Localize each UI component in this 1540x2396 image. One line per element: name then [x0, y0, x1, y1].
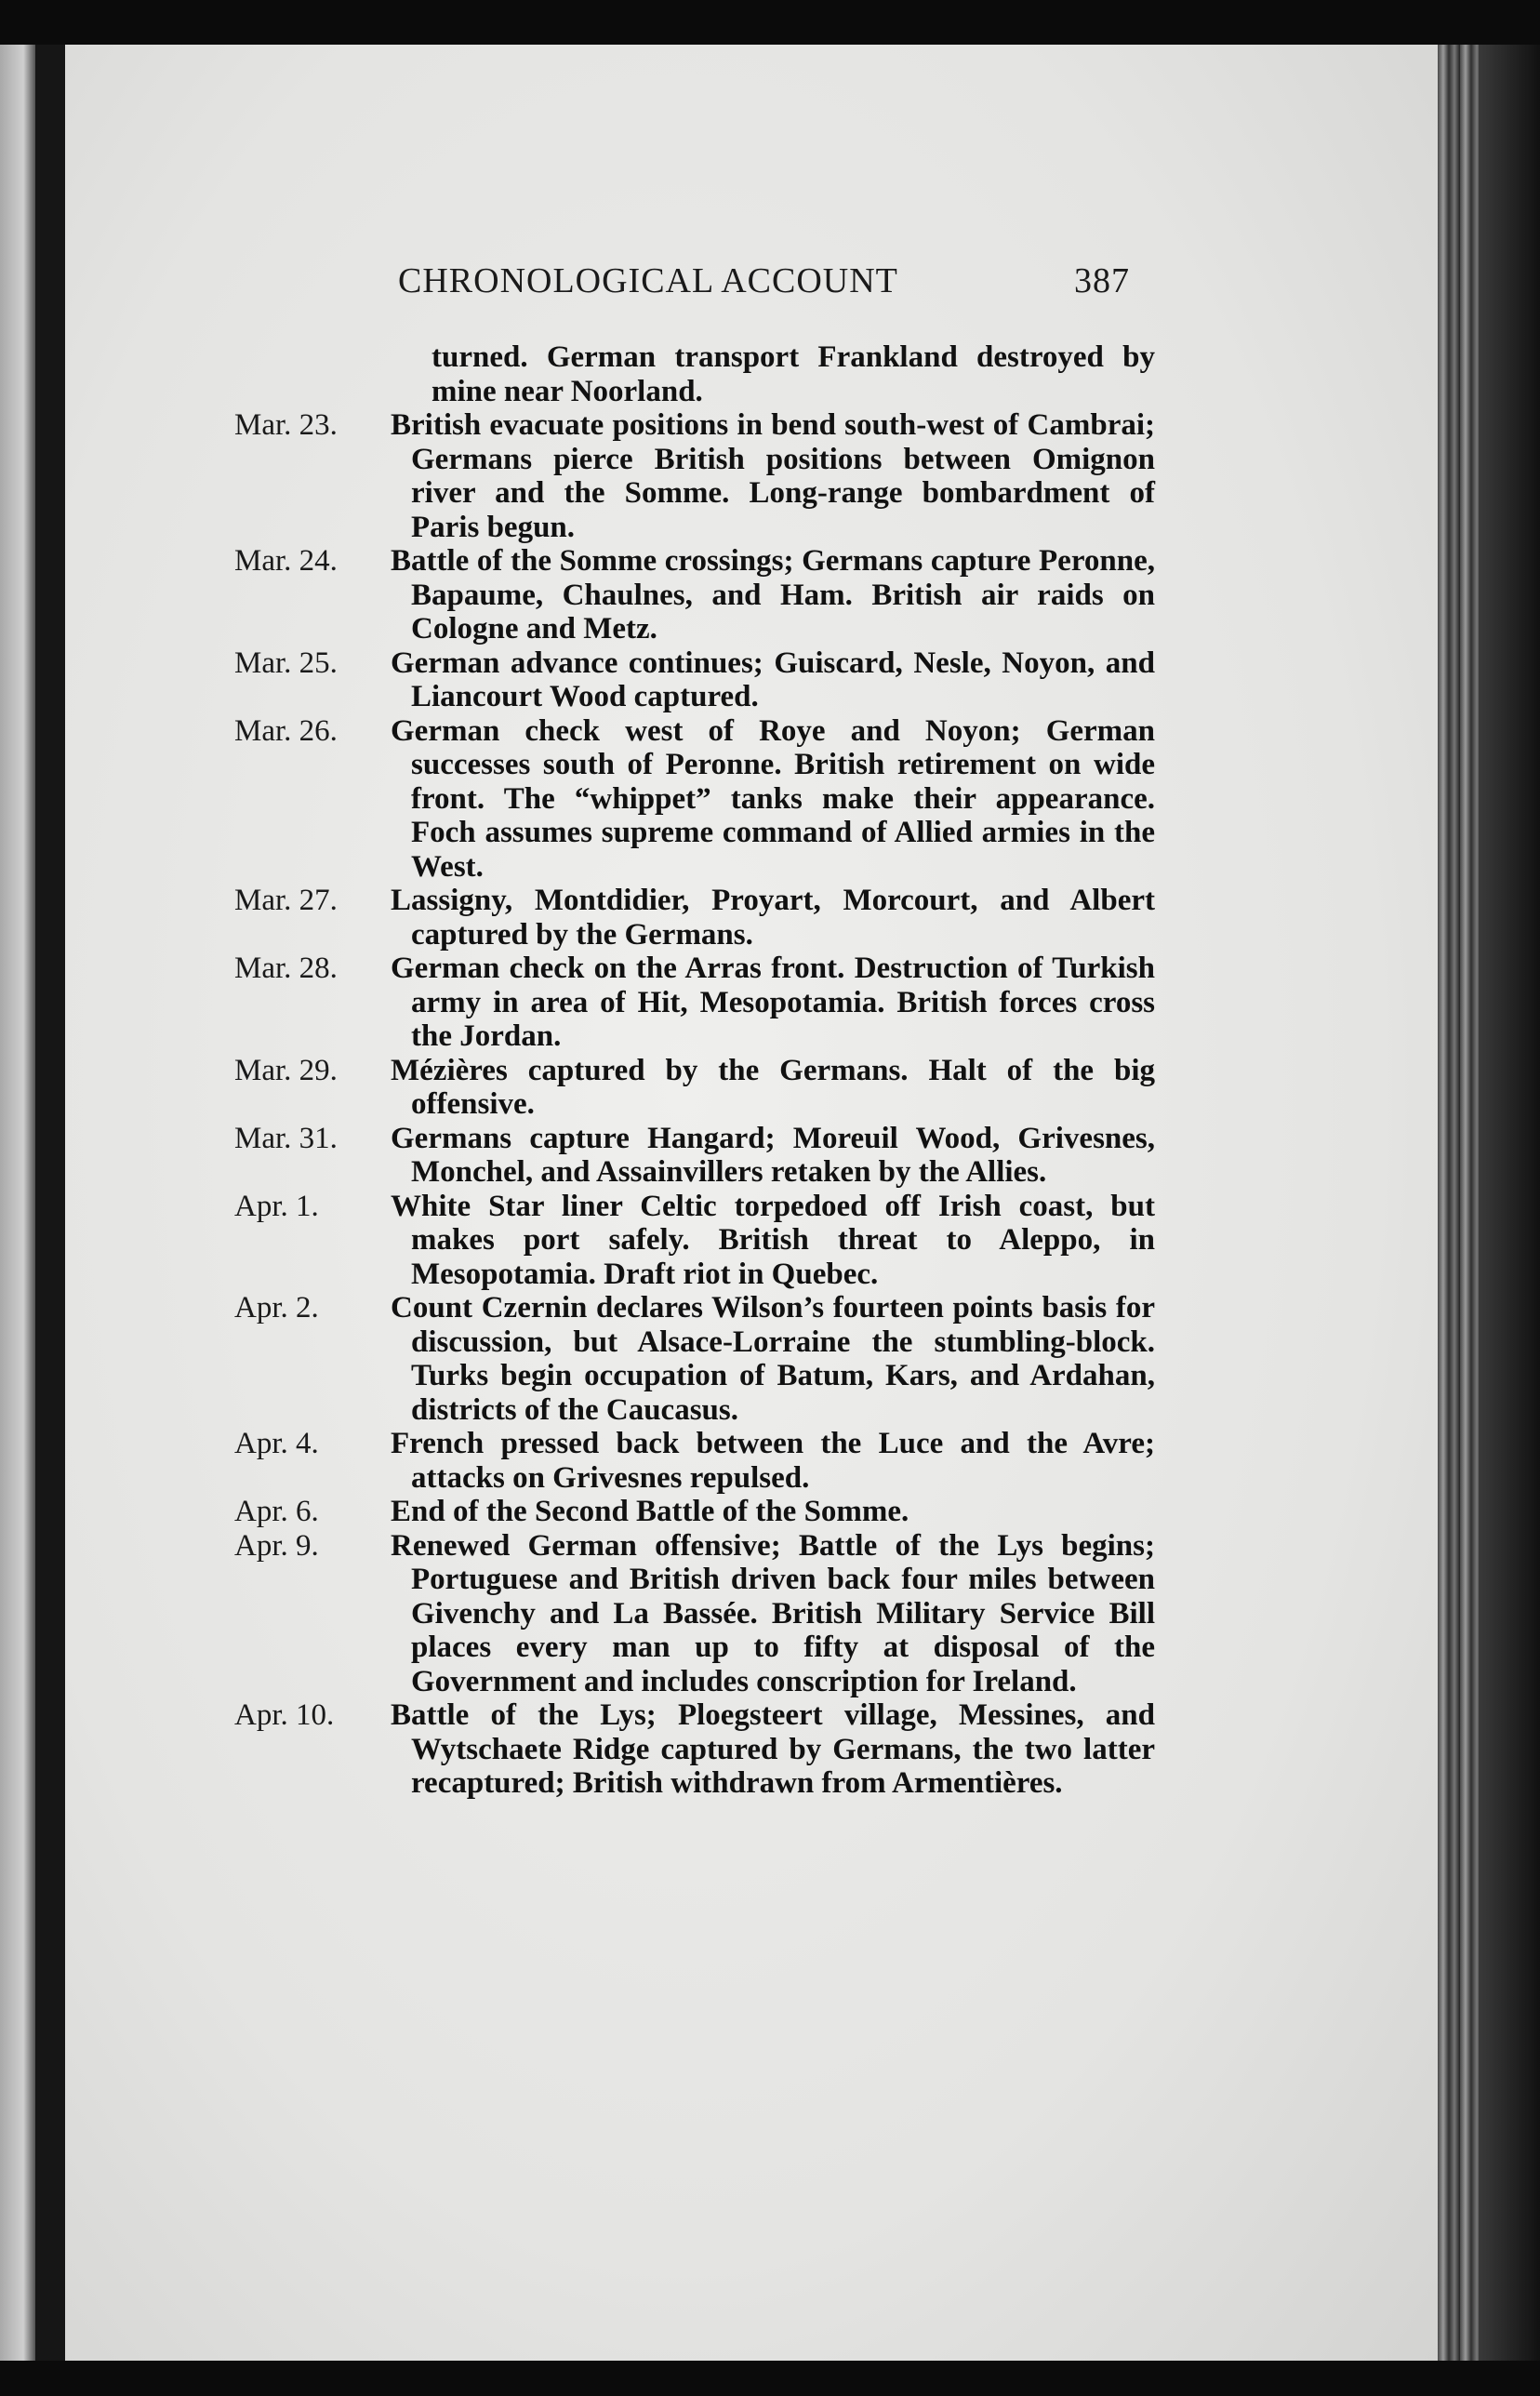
chronology-entry [234, 1190, 1155, 1292]
chronology-entry [234, 646, 1155, 714]
facing-page-edge [0, 45, 39, 2361]
book-cover-edge [1479, 45, 1540, 2361]
chronology-entry [234, 1698, 1155, 1801]
entry-date: Apr. 2. [234, 1291, 319, 1324]
entry-date: Mar. 24. [234, 544, 338, 578]
entry-text: Mézières captured by the Germans. Halt of the big offensive. [391, 1053, 1155, 1121]
entry-text: German check on the Arras front. Destruction of Turkish army in area of Hit, Mesopotamia. British forces cross the Jordan. [391, 952, 1155, 1053]
entry-text: Germans capture Hangard; Moreuil Wood, Grivesnes, Monchel, and Assainvillers retaken by the Allies. [391, 1121, 1155, 1189]
entry-date [234, 340, 391, 408]
scan-bottom-border [0, 2361, 1540, 2396]
entry-date: Mar. 23. [234, 408, 338, 442]
entry-date: Mar. 31. [234, 1121, 338, 1155]
chronology-list [234, 340, 1155, 1801]
entry-text: Renewed German offensive; Battle of the Lys begins; Portuguese and British driven back four miles between Givenchy and La Bassée. British Military Service Bill places every man up to fifty at disposal of the Government and includes conscription for Ireland. [391, 1528, 1155, 1698]
entry-date: Apr. 1. [234, 1189, 319, 1223]
chronology-entry [234, 952, 1155, 1054]
chronology-continuation [234, 340, 1155, 408]
book-gutter [35, 45, 65, 2361]
entry-date: Mar. 26. [234, 713, 338, 748]
entry-text: French pressed back between the Luce and the Avre; attacks on Grivesnes repulsed. [391, 1427, 1155, 1495]
entry-date: Mar. 27. [234, 884, 338, 917]
entry-date: Mar. 25. [234, 646, 338, 680]
entry-date: Apr. 6. [234, 1495, 319, 1528]
entry-text: British evacuate positions in bend south-west of Cambrai; Germans pierce British positions between Omignon river and the Somme. Long-range bombardment of Paris begun. [391, 408, 1155, 544]
chronology-entry [234, 884, 1155, 952]
entry-date: Mar. 28. [234, 952, 338, 985]
chronology-entry [234, 714, 1155, 885]
running-header [398, 260, 1142, 307]
entry-date: Apr. 4. [234, 1427, 319, 1460]
chronology-entry [234, 1054, 1155, 1122]
entry-text: White Star liner Celtic torpedoed off Irish coast, but makes port safely. British threat to Aleppo, in Mesopotamia. Draft riot in Quebec. [391, 1189, 1155, 1291]
entry-text: German advance continues; Guiscard, Nesle, Noyon, and Liancourt Wood captured. [391, 646, 1155, 713]
entry-text: Battle of the Somme crossings; Germans capture Peronne, Bapaume, Chaulnes, and Ham. British air raids on Cologne and Metz. [391, 544, 1155, 646]
chronology-entry [234, 1291, 1155, 1427]
entry-date: Apr. 9. [234, 1528, 319, 1563]
page-number: 387 [1074, 261, 1130, 300]
entry-text: turned. German transport Frankland destroyed by mine near Noorland. [431, 340, 1155, 408]
chronology-entry [234, 1427, 1155, 1495]
entry-text: Battle of the Lys; Ploegsteert village, Messines, and Wytschaete Ridge captured by Germans, the two latter recaptured; British withdrawn from Armentières. [391, 1698, 1155, 1800]
chronology-entry [234, 544, 1155, 646]
entry-date: Mar. 29. [234, 1053, 338, 1087]
entry-text: Count Czernin declares Wilson’s fourteen points basis for discussion, but Alsace-Lorraine the stumbling-block. Turks begin occupation of Batum, Kars, and Ardahan, districts of the Caucasus. [391, 1291, 1155, 1427]
chronology-entry [234, 1495, 1155, 1529]
scan-top-border [0, 0, 1540, 45]
entry-text: Lassigny, Montdidier, Proyart, Morcourt, and Albert captured by the Germans. [391, 884, 1155, 952]
chronology-entry [234, 1529, 1155, 1699]
running-title: CHRONOLOGICAL ACCOUNT [398, 261, 898, 300]
entry-text: End of the Second Battle of the Somme. [391, 1495, 909, 1528]
chronology-entry [234, 408, 1155, 544]
entry-date: Apr. 10. [234, 1698, 335, 1732]
chronology-entry [234, 1122, 1155, 1190]
entry-text: German check west of Roye and Noyon; German successes south of Peronne. British retirement on wide front. The “whippet” tanks make their appearance. Foch assumes supreme command of Allied armies in the West. [391, 713, 1155, 884]
